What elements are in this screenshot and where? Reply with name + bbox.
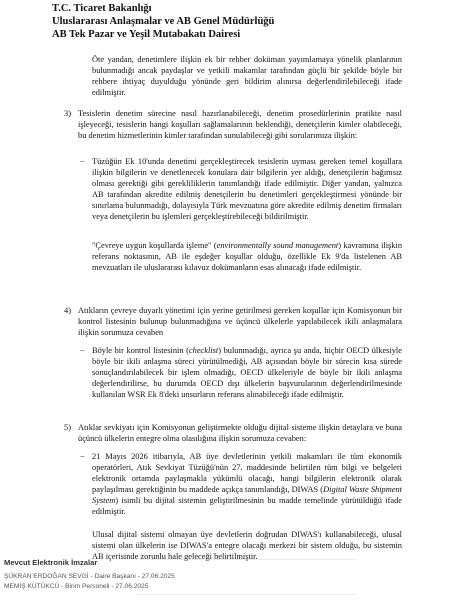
item-5-number: 5) xyxy=(64,423,71,432)
item-3-question: Tesislerin denetim sürecine nasıl hazırlanabileceği, denetim prosedürlerinin pratikte nasıl işleyeceği, tesislerin hangi koşulları sağlamalarının beklendiği, denetçilerin kimler olabileceği, bu denetim hizmetlerinin kimler tarafından sunulabileceği gibi sorularımıza ilişkin: xyxy=(78,109,402,141)
item-4-dash: − xyxy=(80,346,85,355)
item-3-number: 3) xyxy=(64,109,71,118)
ministry-name: T.C. Ticaret Bakanlığı xyxy=(52,3,152,14)
directorate-name: Uluslararası Anlaşmalar ve AB Genel Müdürlüğü xyxy=(52,16,275,27)
diwas-italic: Digital Waste Shipment System xyxy=(92,485,402,506)
item-3-answer: Tüzüğün Ek 10'unda denetimi gerçekleştirecek tesislerin uyması gereken temel koşullara ilişkin bilgilerin ve denetlenecek konulara dair bilgilerin yer aldığı, denetçilerin bağımsız olması gerektiği gibi gerekliliklerin tanımlandığı ifade edilmiştir. Diğer yandan, yalnızca AB tarafından akredite edilmiş denetçilerin bu denetimleri gerçekleştirmesi yönünde bir sınırlama bulunmadığı, dolayısıyla Türk mevzuatına göre akredite edilmiş denetim firmaları veya denetçilerin bu işlemleri gerçekleştirebileceği bildirilmiştir. xyxy=(92,157,402,222)
item-5-answer: 21 Mayıs 2026 itibarıyla, AB üye devletlerinin yetkili makamları ile tüm ekonomik operatörleri, Atık Sevkiyat Tüzüğü'nün 27. maddesinde belirtilen tüm bilgi ve belgeleri elektronik ortamda paylaşmakla yükümlü olacağı, hangi bilgilerin elektronik olarak paylaşılması gerektiğinin bu maddede açıkça tanımlandığı, DIWAS (Digital Waste Shipment System) isimli bu dijital sistemin geliştirilmesinin bu madde temelinde yürütüldüğü ifade edilmiştir. xyxy=(92,452,402,517)
item-5-question: Atıklar sevkiyatı için Komisyonun geliştirmekte olduğu dijital sisteme ilişkin detaylara ve buna üçüncü ülkelerin entegre olma olasılığına ilişkin sorumuza cevaben: xyxy=(78,423,402,444)
document-header xyxy=(52,2,274,41)
item-3-answer-2: "Çevreye uygun koşullarda işleme" (environmentally sound management) kavramına ilişkin referans noktasının, AB ile eşdeğer koşullar olduğu, özellikle Ek 9'da listelenen AB mevzuatları ile uluslararası kılavuz dokümanların esas alınacağı ifade edilmiştir. xyxy=(92,241,403,273)
signer-2: MEMİŞ KÜTÜKCÜ - Birim Personeli - 27.06.2025 xyxy=(4,583,149,590)
department-name: AB Tek Pazar ve Yeşil Mutabakatı Dairesi xyxy=(52,29,241,40)
item-5-answer-2: Ulusal dijital sistemi olmayan üye devletlerin doğrudan DIWAS'ı kullanabileceği, ulusal sistemi olan ülkelerin ise DIWAS'a entegre olacağı merkezi bir sistem olduğu, bu sistemin AB içerisinde zorunlu hale geleceği belirtilmiştir. xyxy=(92,530,402,562)
item-4-number: 4) xyxy=(64,306,71,315)
intro-paragraph: Öte yandan, denetimlere ilişkin ek bir rehber doküman yayımlamaya yönelik planlarının bulunmadığı ancak paydaşlar ve yetkili makamlar tarafından güçlü bir şekilde böyle bir rehbere ihtiyaç duyulduğu yönünde geri bildirim alınırsa değerlendirilebileceği ifade edilmiştir. xyxy=(92,55,402,98)
item-5-dash: − xyxy=(80,452,85,461)
item-3-dash: − xyxy=(80,157,85,166)
checklist-italic: checklist xyxy=(188,346,219,355)
signature-label: Mevcut Elektronik İmzalar xyxy=(4,558,98,567)
signer-1: ŞÜKRAN ERDOĞAN SEVGİ - Daire Başkanı - 27.06.2025 xyxy=(4,573,175,580)
term-italic: environmentally sound management xyxy=(216,241,339,250)
item-4-answer: Böyle bir kontrol listesinin (checklist) bulunmadığı, ayrıca şu anda, hiçbir OECD ülkesiyle böyle bir ikili anlaşma süreci yürütülmediği, AB açısından böyle bir sürecin kısa sürede sonuçlandırılabilecek bir işlem olmadığı, OECD ülkeleriyle de böyle bir ikili anlaşma değerlendirilirse, bu durumda OECD dışı ülkelerin başvurularının değerlendirilmesinde kullanılan WSR Ek 8'deki unsurların referans alınabileceği ifade edilmiştir. xyxy=(92,346,402,400)
item-4-question: Atıkların çevreye duyarlı yönetimi için yerine getirilmesi gereken koşullar için Komisyonun bir kontrol listesinin bulunup bulunmadığına ve üçüncü ülkelerle yapılabilecek ikili anlaşmalara ilişkin sorumuza cevaben xyxy=(78,306,402,338)
